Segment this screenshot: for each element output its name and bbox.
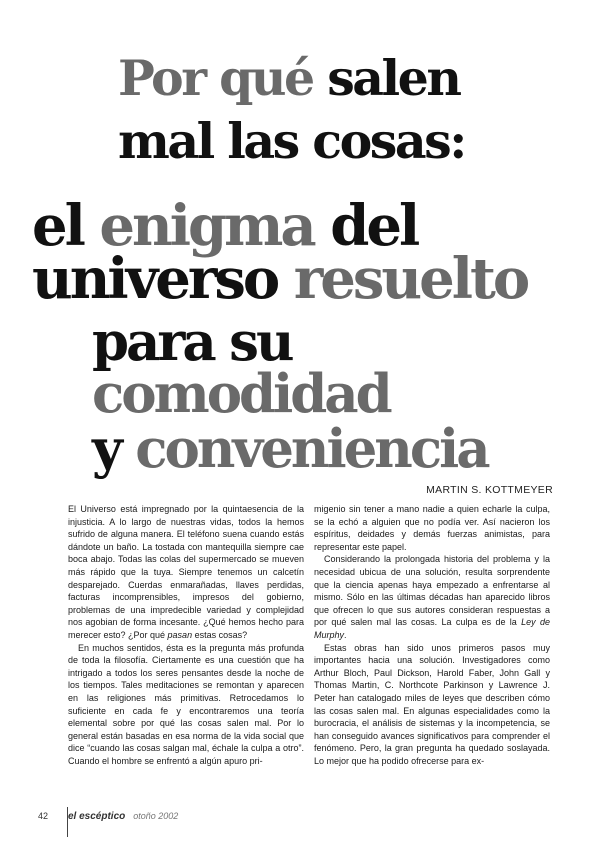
headline-line-2: mal las cosas: [118,112,465,170]
paragraph-text: El Universo está impregnado por la quintaesencia de la injusticia. A lo largo de nuestras vidas, todos la hemos sufrido de alguna manera. El teléfono suena cuando estás dándote un baño. La tostada con mantequilla siempre cae boca abajo. Todas las colas del supermercado se mueven más rápido que la tuya. Siempre tenemos un calcetín desparejado. Cuerdas enmarañadas, llaves perdidas, facturas incomprensibles, impresos del gobierno, problemas de una impredecible variedad y complejidad nos agobian de forma incesante. ¿Qué hemos hecho para merecer esto? ¿Por qué [68,504,304,640]
body-column-right [314,503,550,767]
paragraph [314,553,550,641]
paragraph-text: Considerando la prolongada historia del problema y la necesidad ubicua de una solución, resulta sorprendente que la ciencia apenas haya empezado a enfrentarse al mismo. Sólo en las últimas décadas han aparecido libros que ofrecen lo que sus autores consideran respuestas a por qué salen mal las cosas. La culpa es de la [314,554,550,628]
page-number: 42 [38,811,49,821]
paragraph [314,642,550,768]
page-footer [38,811,178,822]
headline-y: y [92,418,136,480]
emphasis: Ley de Murphy [314,617,550,640]
paragraph [68,642,304,768]
headline-line-4 [32,246,528,312]
paragraph-tail: . [344,629,347,640]
body-column-left [68,503,304,767]
headline-line-6: comodidad [92,363,390,425]
headline-resuelto: resuelto [293,246,528,312]
headline-universo: universo [32,246,294,312]
magazine-name: el escéptico [68,811,126,822]
headline-line-7 [92,418,488,480]
headline-del: del [330,193,418,259]
paragraph [314,503,550,553]
headline-line-5: para su [92,311,292,373]
headline-salen: salen [327,49,460,107]
headline-line-1 [118,49,460,107]
paragraph [68,503,304,642]
emphasis: pasan [167,629,193,640]
paragraph-text: En muchos sentidos, ésta es la pregunta más profunda de toda la filosofía. Ciertamente es una cuestión que ha intrigado a todos los seres pensantes desde la noche de los tiempos. Tales meditaciones se remontan y aparecen en las religiones más primitivas. Retrocedamos lo suficiente en cada fe y encontraremos una teoría elemental sobre por qué las cosas salen mal. Por lo general están basadas en esa norma de la vida social que dice “cuando las cosas salgan mal, échale la culpa a otro”. Cuando el hombre se enfrentó a algún apuro pri- [68,642,304,766]
headline-el: el [32,193,100,259]
author-byline: MARTIN S. KOTTMEYER [426,484,553,496]
paragraph-tail: estas cosas? [192,629,248,640]
headline-por-que: Por qué [118,49,328,107]
paragraph-text: Estas obras han sido unos primeros pasos muy importantes hacia una solución. Investigadores como Arthur Bloch, Paul Dickson, Harold Faber, John Gall y Thomas Martin, C. Northcote Parkinson y Lawrence J. Peter han catalogado miles de leyes que describen cómo las cosas salen mal. En algunas especialidades como la burocracia, el análisis de sistemas y la incompetencia, se han conseguido avances significativos para comprender el fenómeno. Pero, la gran pregunta ha quedado soslayada. Lo mejor que ha podido ofrecerse para ex- [314,642,550,766]
headline-enigma: enigma [99,193,331,259]
issue-date: otoño 2002 [133,811,179,821]
paragraph-text: migenio sin tener a mano nadie a quien echarle la culpa, se la echó a alguien que no podía ver. Así nacieron los espíritus, deidades y demás fuerzas animistas, para representar este papel. [314,504,550,552]
headline-conveniencia: conveniencia [135,418,488,480]
